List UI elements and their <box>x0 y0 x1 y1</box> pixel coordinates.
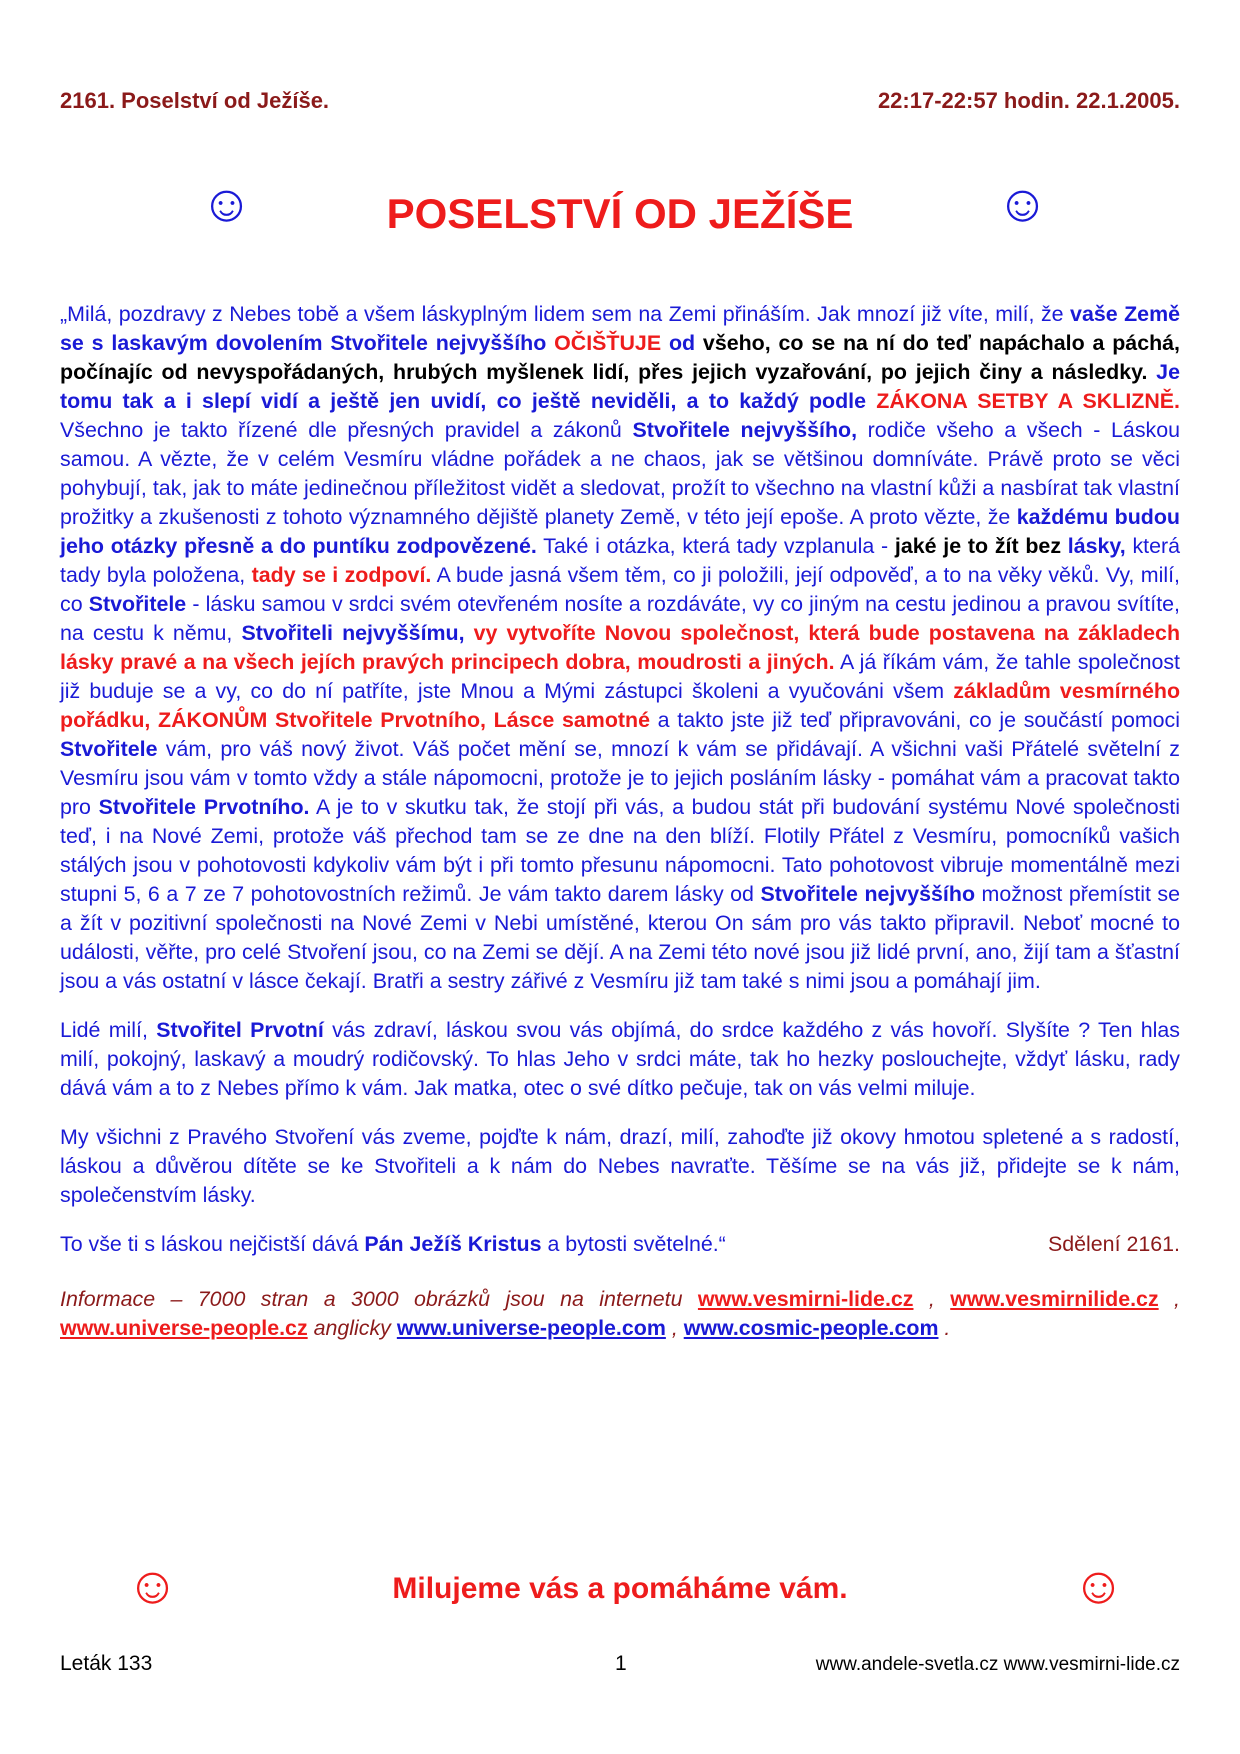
separator: . <box>938 1316 951 1340</box>
link-vesmirnilide-cz[interactable]: www.vesmirnilide.cz <box>950 1287 1159 1311</box>
text-span: všeho, co se na ní do teď napáchalo a páchá, počínajíc od nevyspořádaných, hrubých myšlenek lidí, přes jejich vyzařování, po jejich činy a následky. <box>60 331 1180 384</box>
text-span: Lidé milí, <box>60 1018 157 1042</box>
text-span: Stvořitele nejvyššího, <box>632 418 858 442</box>
text-span: lásky, <box>1067 534 1126 558</box>
signature-text <box>60 1230 726 1259</box>
text-span: Je tomu tak a i slepí vidí a ještě jen uvidí, co ještě neviděli, a to každý podle <box>60 360 1180 413</box>
smiley-icon: ☺ <box>996 175 1050 233</box>
signature-line <box>60 1230 1180 1259</box>
text-span: Stvořitele nejvyššího <box>760 882 976 906</box>
text-span: a takto jste již teď připravováni, co je součástí pomoci <box>649 708 1181 732</box>
paragraph-3: My všichni z Pravého Stvoření vás zveme, pojďte k nám, drazí, milí, zahoďte již okovy hmotou spletené a s radostí, láskou a důvěrou dítěte se ke Stvořiteli a k nám do Nebes navraťte. Těšíme se na vás již, přidejte se k nám, společenstvím lásky. <box>60 1125 1180 1207</box>
text-span: Stvořitel Prvotní <box>156 1018 324 1042</box>
leaflet-number: Leták 133 <box>60 1652 153 1675</box>
separator: , <box>1158 1287 1180 1311</box>
text-span: Stvořitele <box>60 737 158 761</box>
link-universe-people-com[interactable]: www.universe-people.com <box>396 1316 666 1340</box>
text-span: ZÁKONA SETBY A SKLIZNĚ. <box>876 389 1180 413</box>
time-and-date: 22:17-22:57 hodin. 22.1.2005. <box>877 88 1180 113</box>
text-span: - lásku samou v srdci svém otevřeném nosíte a rozdáváte, vy co jiným na cestu jedinou a pravou svítíte, na cestu k němu, <box>60 592 1180 645</box>
text-span: To vše ti s láskou nejčistší dává <box>60 1232 365 1256</box>
link-universe-people-cz[interactable]: www.universe-people.cz <box>60 1316 308 1340</box>
message-reference: Sdělení 2161. <box>1047 1232 1180 1256</box>
footer-websites: www.andele-svetla.cz www.vesmirni-lide.cz <box>815 1654 1180 1675</box>
text-span: od <box>668 331 703 355</box>
info-text: Informace – 7000 stran a 3000 obrázků jsou na internetu <box>60 1287 698 1311</box>
text-span: tady se i zodpoví. <box>251 563 432 587</box>
text-span: Stvořitele <box>88 592 187 616</box>
text-span: „Milá, pozdravy z Nebes tobě a všem láskyplným lidem sem na Zemi přináším. Jak mnozí již víte, milí, že <box>60 302 1071 326</box>
paragraph-1 <box>60 300 1180 996</box>
smiley-icon: ☺ <box>200 175 254 233</box>
text-span: A je to v skutku tak, že stojí při vás, a budou stát při budování systému Nové společnosti teď, i na Nové Zemi, protože váš přechod tam se ze dne na den blíží. Flotily Přátel z Vesmíru, pomocníků vašich stálých jsou v pohotovosti kdykoliv vám být i při tomto přesunu nápomocni. Tato pohotovost vibruje momentálně mezi stupni 5, 6 a 7 ze 7 pohotovostních režimů. Je vám takto darem lásky od <box>60 795 1181 906</box>
text-span: která tady byla položena, <box>60 534 1181 587</box>
text-span: základům vesmírného pořádku, ZÁKONŮM Stvořitele Prvotního, Lásce samotné <box>60 679 1181 732</box>
text-span: Stvořitele Prvotního. <box>98 795 310 819</box>
text-span: Všechno je takto řízené dle přesných pravidel a zákonů <box>60 418 633 442</box>
text-span: každému budou jeho otázky přesně a do puntíku zodpovězené. <box>60 505 1180 558</box>
separator: , <box>665 1316 684 1340</box>
text-span: Stvořiteli nejvyššímu, <box>241 621 465 645</box>
title-row <box>0 175 1240 248</box>
info-block <box>60 1285 1180 1343</box>
closing-row <box>0 1557 1240 1620</box>
text-span: A bude jasná všem těm, co ji položili, její odpověď, a to na věky věků. Vy, milí, co <box>60 563 1180 616</box>
text-span: a bytosti světelné.“ <box>541 1232 726 1256</box>
page-title: POSELSTVÍ OD JEŽÍŠE <box>386 190 854 237</box>
text-span: Pán Ježíš Kristus <box>364 1232 542 1256</box>
paragraph-2 <box>60 1016 1180 1103</box>
message-number-title: 2161. Poselství od Ježíše. <box>60 88 330 113</box>
text-span: A já říkám vám, že tahle společnost již buduje se a vy, co do ní patříte, jste Mnou a Mými zástupci školeni a vyučováni všem <box>60 650 1180 703</box>
link-cosmic-people-com[interactable]: www.cosmic-people.com <box>683 1316 939 1340</box>
link-vesmirni-lide-cz[interactable]: www.vesmirni-lide.cz <box>697 1287 914 1311</box>
info-text: anglicky <box>307 1316 397 1340</box>
closing-slogan: Milujeme vás a pomáháme vám. <box>392 1572 848 1605</box>
page-footer <box>60 1652 1180 1682</box>
document-header <box>60 88 1180 118</box>
text-span: možnost přemístit se a žít v pozitivní společnosti na Nové Zemi v Nebi umístěné, kterou On sám pro vás takto připravil. Neboť mocné to události, věřte, pro celé Stvoření jsou, co na Zemi se dějí. A na Zemi této nové jsou již lidé první, ano, žijí tam a šťastní jsou a vás ostatní v lásce čekají. Bratři a sestry zářivé z Vesmíru již tam také s nimi jsou a pomáhají jim. <box>60 882 1180 993</box>
separator: , <box>913 1287 951 1311</box>
text-span: vaše Země se s laskavým dovolením Stvořitele nejvyššího <box>60 302 1180 355</box>
smiley-icon: ☺ <box>126 1557 180 1615</box>
text-span: jaké je to žít bez <box>894 534 1068 558</box>
text-span: OČIŠŤUJE <box>554 331 669 355</box>
text-span: vy vytvoříte Novou společnost, která bude postavena na základech lásky pravé a na všech jejích pravých principech dobra, moudrosti a jiných. <box>60 621 1181 674</box>
text-span: rodiče všeho a všech - Láskou samou. A vězte, že v celém Vesmíru vládne pořádek a ne chaos, jak se většinou domníváte. Právě proto se věci pohybují, tak, jak to máte jedinečnou příležitost vidět a sledovat, prožít to všechno na vlastní kůži a nasbírat tak vlastní prožitky a zkušenosti z tohoto významného dějiště planety Země, v této její epoše. A proto vězte, že <box>60 418 1181 529</box>
message-body <box>60 300 1180 1343</box>
smiley-icon: ☺ <box>1072 1557 1126 1615</box>
text-span: vám, pro váš nový život. Váš počet mění se, mnozí k vám se přidávají. A všichni vaši Přátelé světelní z Vesmíru jsou vám v tomto vždy a stále nápomocni, protože je to jejich posláním lásky - pomáhat vám a pracovat takto pro <box>60 737 1180 819</box>
text-span: Také i otázka, která tady vzplanula - <box>536 534 895 558</box>
text-span: vás zdraví, láskou svou vás objímá, do srdce každého z vás hovoří. Slyšíte ? Ten hlas milí, pokojný, laskavý a moudrý rodičovský. To hlas Jeho v srdci máte, tak ho hezky poslouchejte, vždyť lásku, rady dává vám a to z Nebes přímo k vám. Jak matka, otec o své dítko pečuje, tak on vás velmi miluje. <box>60 1018 1180 1100</box>
page-number: 1 <box>615 1652 627 1675</box>
